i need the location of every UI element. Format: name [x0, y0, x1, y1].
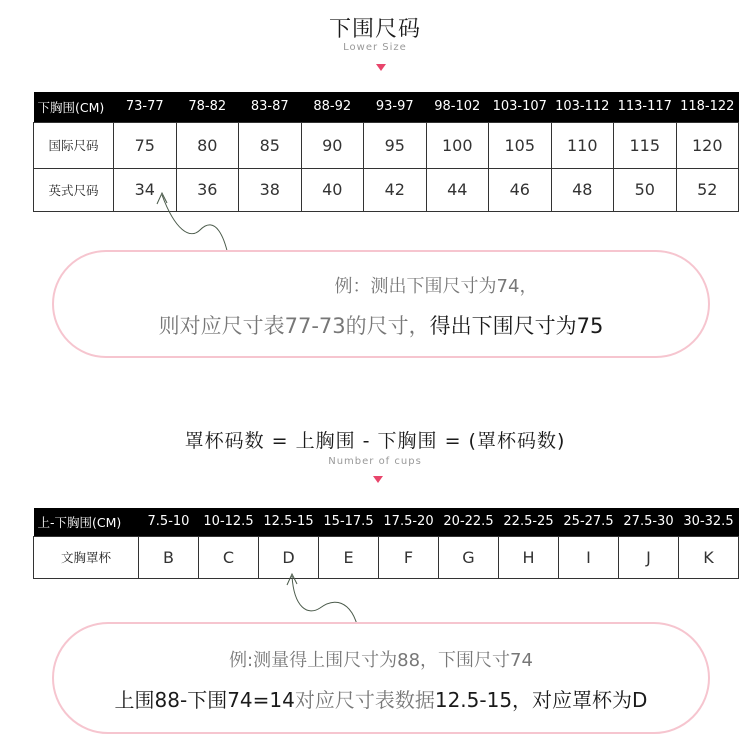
range-cell: 83-87: [239, 92, 302, 122]
size-cell: 42: [364, 168, 427, 211]
cup-size-example-bubble: [52, 622, 710, 734]
size-cell: 38: [239, 168, 302, 211]
range-cell: 103-112: [551, 92, 614, 122]
size-cell: 50: [614, 168, 677, 211]
example-line-1: 例:测量得上围尺寸为88，下围尺寸74: [229, 650, 533, 671]
row-label-cup: 文胸罩杯: [34, 536, 139, 578]
example-line-1: 例：测出下围尺寸为74，: [334, 276, 538, 297]
cup-size-subtitle: Number of cups: [328, 456, 422, 467]
range-cell: 103-107: [489, 92, 552, 122]
range-cell: 12.5-15: [259, 508, 319, 536]
range-cell: 10-12.5: [199, 508, 259, 536]
size-cell: 90: [301, 122, 364, 168]
size-cell: 115: [614, 122, 677, 168]
range-cell: 22.5-25: [499, 508, 559, 536]
lower-size-title: 下围尺码: [328, 17, 421, 42]
row-label-uk: 英式尺码: [34, 168, 114, 211]
bust-diff-header: 上-下胸围(CM): [34, 508, 139, 536]
cup-size-table: [33, 508, 739, 579]
cup-cell: I: [559, 536, 619, 578]
cup-cell: H: [499, 536, 559, 578]
size-cell: 52: [676, 168, 739, 211]
table-row: [34, 168, 739, 211]
range-cell: 20-22.5: [439, 508, 499, 536]
size-cell: 100: [426, 122, 489, 168]
cup-cell: C: [199, 536, 259, 578]
size-cell: 36: [176, 168, 239, 211]
size-cell: 110: [551, 122, 614, 168]
lower-bust-header: 下胸围(CM): [34, 92, 114, 122]
size-cell: 46: [489, 168, 552, 211]
size-cell: 105: [489, 122, 552, 168]
range-cell: 27.5-30: [619, 508, 679, 536]
lower-size-example-bubble: [52, 250, 710, 358]
example-line-2-part-a: 上围88-下围74=14: [114, 688, 295, 712]
cup-cell: B: [139, 536, 199, 578]
example-line-2: [54, 684, 708, 713]
example-line-2-part-b: 得出下围尺寸为75: [429, 314, 604, 338]
cup-cell: D: [259, 536, 319, 578]
cup-cell: K: [679, 536, 739, 578]
example-line-2-part-c: 12.5-15，对应罩杯为D: [434, 688, 648, 712]
range-cell: 30-32.5: [679, 508, 739, 536]
example-line-2: [54, 310, 708, 340]
range-cell: 73-77: [114, 92, 177, 122]
range-cell: 78-82: [176, 92, 239, 122]
table-row: [34, 536, 739, 578]
lower-size-subtitle: Lower Size: [343, 42, 407, 53]
cup-size-title: 罩杯码数 = 上胸围 - 下胸围 = (罩杯码数): [184, 430, 566, 452]
range-cell: 93-97: [364, 92, 427, 122]
range-cell: 25-27.5: [559, 508, 619, 536]
lower-size-table: [33, 92, 739, 212]
table-row: [34, 122, 739, 168]
size-cell: 120: [676, 122, 739, 168]
cup-cell: J: [619, 536, 679, 578]
example-line-2-part-a: 则对应尺寸表77-73的尺寸，: [158, 314, 430, 338]
down-triangle-icon: [376, 64, 386, 71]
size-cell: 40: [301, 168, 364, 211]
cup-cell: E: [319, 536, 379, 578]
range-cell: 113-117: [614, 92, 677, 122]
size-cell: 95: [364, 122, 427, 168]
range-cell: 88-92: [301, 92, 364, 122]
range-cell: 7.5-10: [139, 508, 199, 536]
cup-cell: F: [379, 536, 439, 578]
cup-cell: G: [439, 536, 499, 578]
row-label-international: 国际尺码: [34, 122, 114, 168]
lower-size-header-row: [34, 92, 739, 122]
size-cell: 48: [551, 168, 614, 211]
example-line-2-part-b: 对应尺寸表数据: [294, 688, 435, 712]
down-triangle-icon: [373, 476, 383, 483]
range-cell: 98-102: [426, 92, 489, 122]
size-cell: 34: [114, 168, 177, 211]
cup-size-header-row: [34, 508, 739, 536]
range-cell: 15-17.5: [319, 508, 379, 536]
size-cell: 75: [114, 122, 177, 168]
range-cell: 17.5-20: [379, 508, 439, 536]
size-cell: 44: [426, 168, 489, 211]
range-cell: 118-122: [676, 92, 739, 122]
size-cell: 80: [176, 122, 239, 168]
size-cell: 85: [239, 122, 302, 168]
